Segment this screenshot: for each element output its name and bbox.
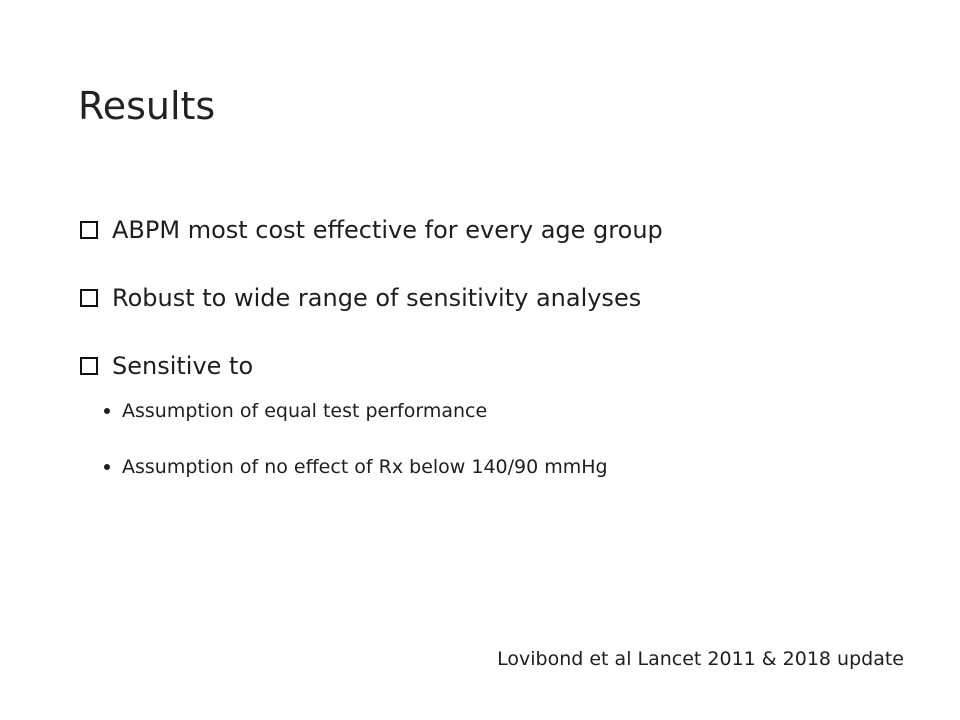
bullet-text: Robust to wide range of sensitivity analyses bbox=[112, 284, 642, 312]
sub-bullet-item bbox=[104, 396, 918, 426]
bullet-item bbox=[78, 208, 918, 252]
bullet-list bbox=[78, 208, 918, 508]
bullet-item bbox=[78, 344, 918, 388]
square-bullet-icon bbox=[80, 221, 98, 239]
sub-bullet-text: Assumption of no effect of Rx below 140/90 mmHg bbox=[122, 456, 608, 478]
sub-bullet-item bbox=[104, 452, 918, 482]
square-bullet-icon bbox=[80, 357, 98, 375]
bullet-text: Sensitive to bbox=[112, 352, 254, 380]
sub-bullet-text: Assumption of equal test performance bbox=[122, 400, 488, 422]
bullet-text: ABPM most cost effective for every age group bbox=[112, 216, 663, 244]
dot-bullet-icon bbox=[104, 408, 110, 414]
citation: Lovibond et al Lancet 2011 & 2018 update bbox=[497, 648, 904, 670]
sub-bullet-list bbox=[104, 396, 918, 482]
bullet-item bbox=[78, 276, 918, 320]
dot-bullet-icon bbox=[104, 464, 110, 470]
slide-title: Results bbox=[78, 84, 216, 128]
square-bullet-icon bbox=[80, 289, 98, 307]
